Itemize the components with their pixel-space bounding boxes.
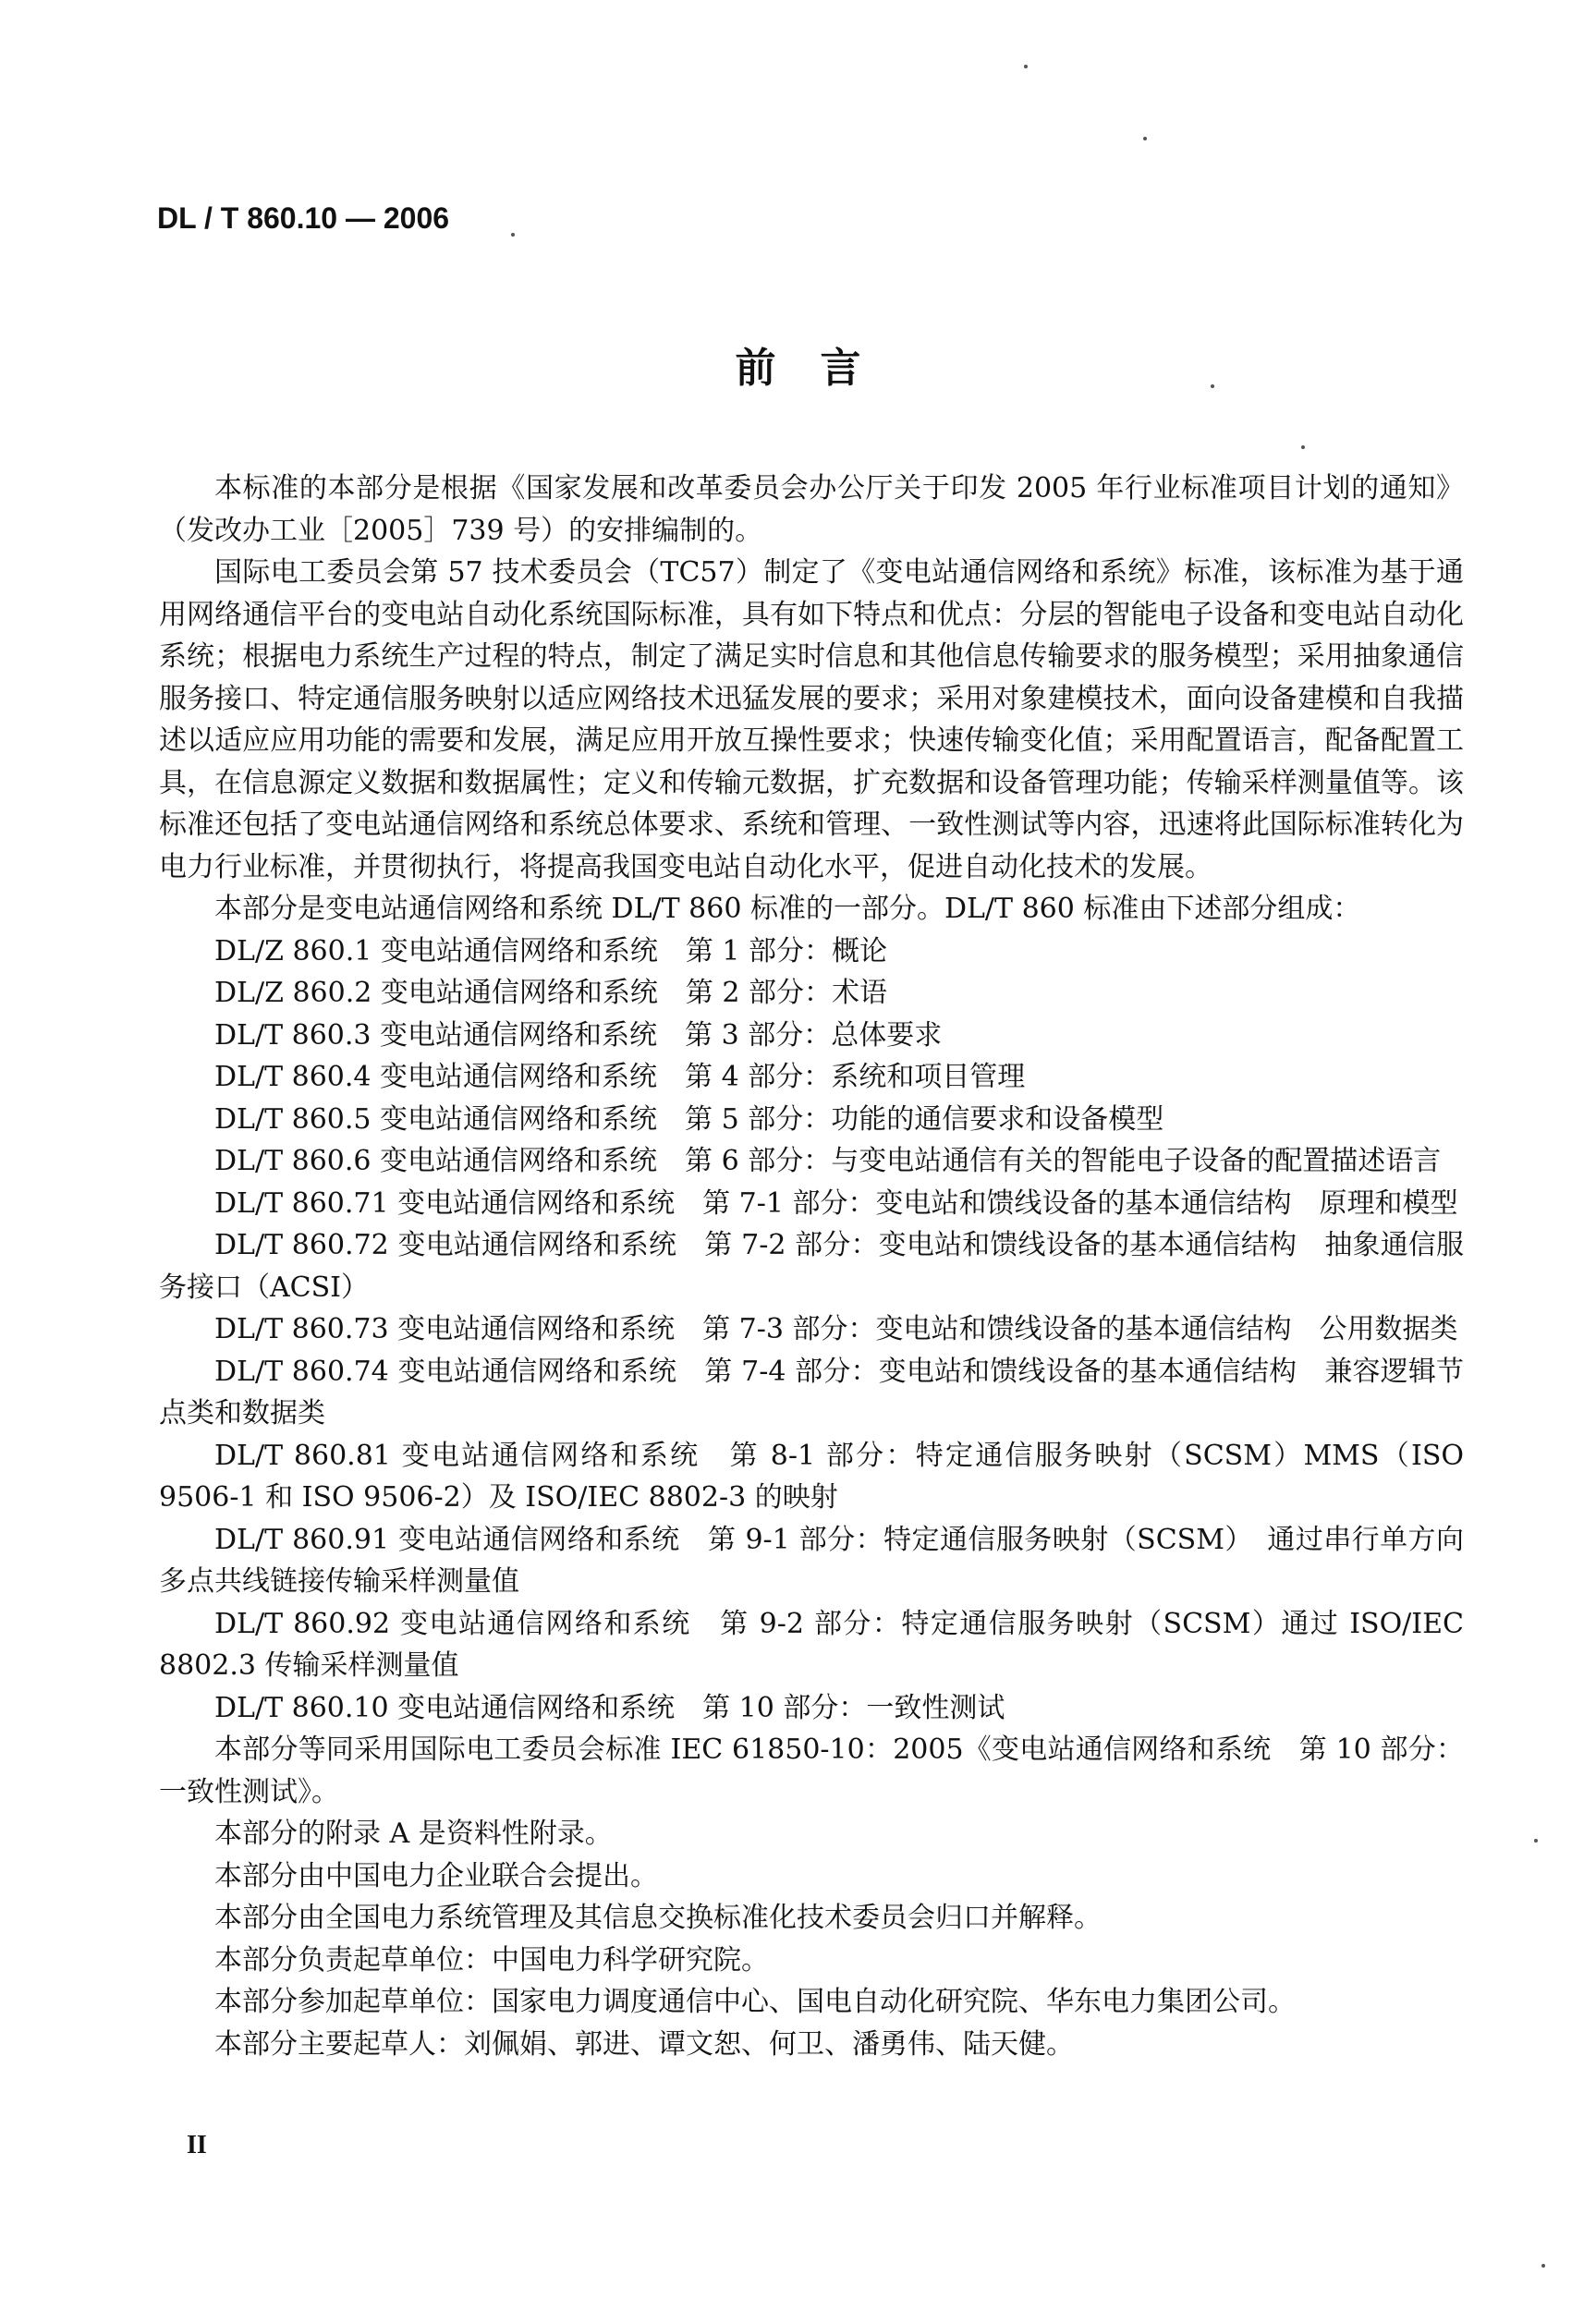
paragraph-annex: 本部分的附录 A 是资料性附录。 <box>214 1818 613 1850</box>
list-item: DL/T 860.81 变电站通信网络和系统 第 8-1 部分：特定通信服务映射（SCSM）MMS（ISO 9506-1 和 ISO 9506-2）及 ISO/IEC 8802-3 的映射 <box>159 1439 1464 1514</box>
list-item: DL/Z 860.1 变电站通信网络和系统 第 1 部分：概论 <box>214 934 888 967</box>
paragraph-drafters: 本部分主要起草人：刘佩娟、郭进、谭文恕、何卫、潘勇伟、陆天健。 <box>214 2027 1074 2061</box>
list-item: DL/T 860.71 变电站通信网络和系统 第 7-1 部分：变电站和馈线设备的基本通信结构 原理和模型 <box>214 1186 1458 1220</box>
paragraph-background: 国际电工委员会第 57 技术委员会（TC57）制定了《变电站通信网络和系统》标准，该标准为基于通用网络通信平台的变电站自动化系统国际标准，具有如下特点和优点：分层的智能电子设备和变电站自动化系统；根据电力系统生产过程的特点，制定了满足实时信息和其他信息传输要求的服务模型；采用抽象通信服务接口、特定通信服务映射以适应网络技术迅猛发展的要求；采用对象建模技术，面向设备建模和自我描述以适应应用功能的需要和发展，满足应用开放互操性要求；快速传输变化值；采用配置语言，配备配置工具，在信息源定义数据和数据属性；定义和传输元数据，扩充数据和设备管理功能；传输采样测量值等。该标准还包括了变电站通信网络和系统总体要求、系统和管理、一致性测试等内容，迅速将此国际标准转化为电力行业标准，并贯彻执行，将提高我国变电站自动化水平，促进自动化技术的发展。 <box>159 556 1464 883</box>
parts-list <box>159 931 1464 1730</box>
paragraph-basis: 本标准的本部分是根据《国家发展和改革委员会办公厅关于印发 2005 年行业标准项目计划的通知》（发改办工业［2005］739 号）的安排编制的。 <box>159 472 1464 547</box>
scan-speck <box>1301 445 1305 449</box>
list-item: DL/T 860.73 变电站通信网络和系统 第 7-3 部分：变电站和馈线设备的基本通信结构 公用数据类 <box>214 1313 1458 1345</box>
paragraph-administrator: 本部分由全国电力系统管理及其信息交换标准化技术委员会归口并解释。 <box>214 1902 1102 1934</box>
list-item: DL/T 860.3 变电站通信网络和系统 第 3 部分：总体要求 <box>214 1018 943 1052</box>
foreword-body <box>159 468 1464 2065</box>
list-item: DL/T 860.91 变电站通信网络和系统 第 9-1 部分：特定通信服务映射（SCSM） 通过串行单方向多点共线链接传输采样测量值 <box>159 1523 1464 1598</box>
paragraph-adoption: 本部分等同采用国际电工委员会标准 IEC 61850-10：2005《变电站通信网络和系统 第 10 部分：一致性测试》。 <box>159 1733 1464 1808</box>
scan-speck <box>1534 1839 1538 1843</box>
paragraph-proposer: 本部分由中国电力企业联合会提出。 <box>214 1859 658 1892</box>
document-number: DL / T 860.10 — 2006 <box>157 201 450 235</box>
list-item: DL/T 860.72 变电站通信网络和系统 第 7-2 部分：变电站和馈线设备的基本通信结构 抽象通信服务接口（ACSI） <box>159 1229 1464 1304</box>
list-item: DL/T 860.92 变电站通信网络和系统 第 9-2 部分：特定通信服务映射（SCSM）通过 ISO/IEC 8802.3 传输采样测量值 <box>159 1607 1464 1682</box>
paragraph-series-intro: 本部分是变电站通信网络和系统 DL/T 860 标准的一部分。DL/T 860 标准由下述部分组成： <box>214 893 1361 925</box>
list-item: DL/T 860.6 变电站通信网络和系统 第 6 部分：与变电站通信有关的智能电子设备的配置描述语言 <box>214 1145 1442 1177</box>
list-item: DL/T 860.10 变电站通信网络和系统 第 10 部分：一致性测试 <box>214 1691 1005 1724</box>
scan-speck <box>511 233 515 237</box>
scan-speck <box>1211 384 1214 388</box>
page-number: II <box>187 2131 207 2159</box>
list-item: DL/T 860.74 变电站通信网络和系统 第 7-4 部分：变电站和馈线设备的基本通信结构 兼容逻辑节点类和数据类 <box>159 1355 1464 1429</box>
scan-speck <box>1143 137 1147 140</box>
list-item: DL/T 860.4 变电站通信网络和系统 第 4 部分：系统和项目管理 <box>214 1061 1026 1093</box>
scan-speck <box>1541 2264 1545 2268</box>
paragraph-participating-units: 本部分参加起草单位：国家电力调度通信中心、国电自动化研究院、华东电力集团公司。 <box>214 1986 1296 2018</box>
scan-speck <box>1024 65 1028 68</box>
list-item: DL/T 860.5 变电站通信网络和系统 第 5 部分：功能的通信要求和设备模型 <box>214 1102 1164 1136</box>
paragraph-drafting-unit: 本部分负责起草单位：中国电力科学研究院。 <box>214 1943 769 1977</box>
page-title: 前言 <box>735 345 906 392</box>
list-item: DL/Z 860.2 变电站通信网络和系统 第 2 部分：术语 <box>214 977 888 1009</box>
